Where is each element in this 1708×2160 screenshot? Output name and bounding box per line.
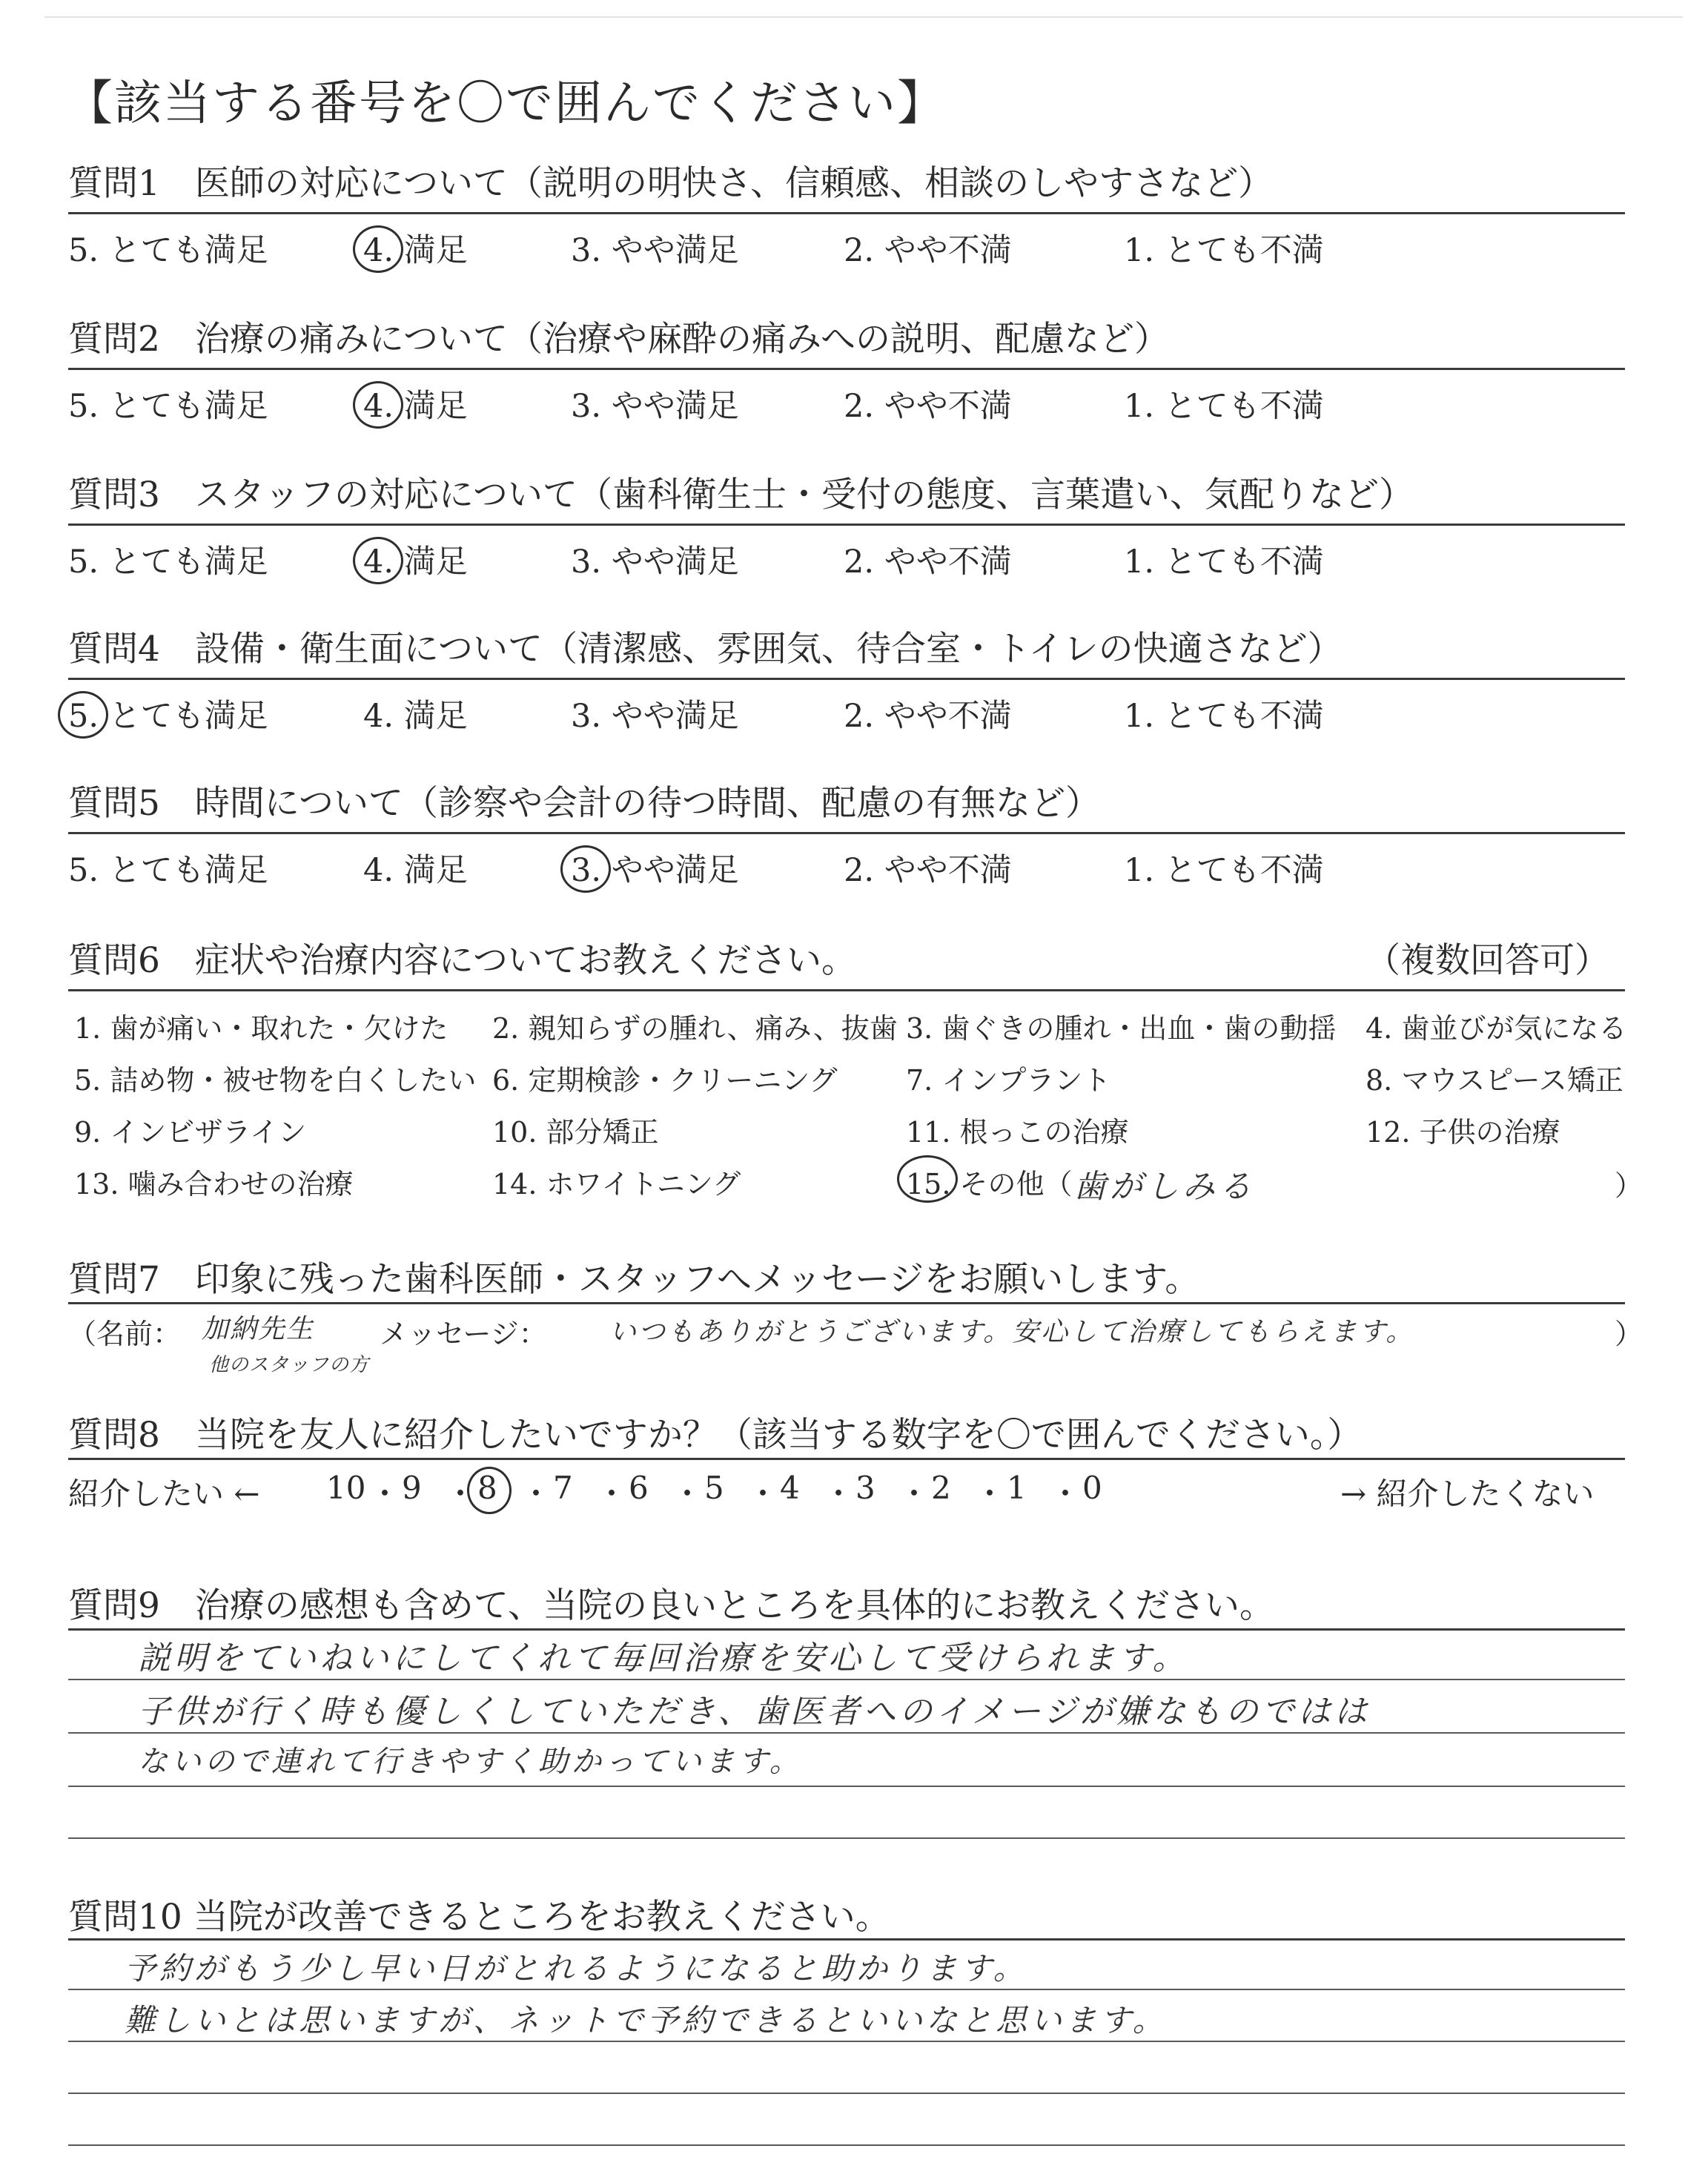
q8-scale-2[interactable]: 2 <box>931 1470 951 1506</box>
q4-rule <box>68 678 1625 680</box>
q5-title: 質問5 時間について（診察や会計の待つ時間、配慮の有無など） <box>68 783 1100 824</box>
q6-title: 質問6 症状や治療内容についてお教えください。 <box>68 940 856 981</box>
q8-rule <box>68 1458 1625 1460</box>
q1-option-5[interactable]: 5. とても満足 <box>68 232 268 269</box>
q2-selection-circle <box>353 381 403 429</box>
q8-separator-dot: ・ <box>974 1476 1006 1512</box>
q4-selection-circle <box>58 691 108 739</box>
q6-item-2[interactable]: 2. 親知らずの腫れ、痛み、抜歯 <box>492 1012 898 1045</box>
q6-item-5[interactable]: 5. 詰め物・被せ物を白くしたい <box>74 1064 477 1097</box>
q8-separator-dot: ・ <box>445 1476 477 1512</box>
q5-option-4[interactable]: 4. 満足 <box>363 852 468 889</box>
q1-title: 質問1 医師の対応について（説明の明快さ、信頼感、相談のしやすさなど） <box>68 163 1274 204</box>
q1-option-1[interactable]: 1. とても不満 <box>1124 232 1324 269</box>
q2-option-2[interactable]: 2. やや不満 <box>844 388 1012 425</box>
q8-separator-dot: ・ <box>823 1476 855 1512</box>
q8-scale-5[interactable]: 5 <box>704 1470 724 1506</box>
q4-option-5[interactable]: 5. とても満足 <box>68 698 268 735</box>
q7-message-label: メッセージ： <box>380 1318 547 1350</box>
q4-title: 質問4 設備・衛生面について（清潔感、雰囲気、待合室・トイレの快適さなど） <box>68 629 1343 670</box>
q1-rule <box>68 212 1625 214</box>
q8-scale-7[interactable]: 7 <box>553 1470 573 1506</box>
q5-option-3[interactable]: 3. やや満足 <box>571 852 739 889</box>
q6-item-9[interactable]: 9. インビザライン <box>74 1116 307 1149</box>
q6-selection-circle <box>897 1155 958 1203</box>
q8-separator-dot: ・ <box>898 1476 930 1512</box>
q6-item-3[interactable]: 3. 歯ぐきの腫れ・出血・歯の動揺 <box>906 1012 1337 1045</box>
q8-separator-dot: ・ <box>672 1476 704 1512</box>
q3-option-4[interactable]: 4. 満足 <box>363 544 468 581</box>
q4-option-2[interactable]: 2. やや不満 <box>844 698 1012 735</box>
q7-name-value: 加納先生 <box>202 1314 315 1344</box>
q8-separator-dot: ・ <box>369 1476 401 1512</box>
q9-line-1 <box>68 1679 1625 1680</box>
q3-selection-circle <box>353 537 403 584</box>
q4-option-1[interactable]: 1. とても不満 <box>1124 698 1324 735</box>
q6-item-13[interactable]: 13. 噛み合わせの治療 <box>74 1168 354 1200</box>
q6-item-7[interactable]: 7. インプラント <box>906 1064 1111 1097</box>
q8-selection-circle <box>467 1467 512 1514</box>
q7-close-paren: ） <box>1615 1318 1644 1350</box>
q6-item-6[interactable]: 6. 定期検診・クリーニング <box>492 1064 838 1097</box>
q1-option-2[interactable]: 2. やや不満 <box>844 232 1012 269</box>
q6-item-4[interactable]: 4. 歯並びが気になる <box>1366 1012 1627 1045</box>
q9-answer-line-1: 説明をていねいにしてくれて毎回治療を安心して受けられます。 <box>138 1639 1189 1677</box>
q3-option-5[interactable]: 5. とても満足 <box>68 544 268 581</box>
q10-answer-line-1: 予約がもう少し早い日がとれるようになると助かります。 <box>125 1950 1028 1986</box>
q7-name-value2: 他のスタッフの方 <box>209 1354 370 1376</box>
q6-item-1[interactable]: 1. 歯が痛い・取れた・欠けた <box>74 1012 448 1045</box>
q9-line-4 <box>68 1837 1625 1839</box>
q3-title: 質問3 スタッフの対応について（歯科衛生士・受付の態度、言葉遣い、気配りなど） <box>68 475 1414 515</box>
q1-option-3[interactable]: 3. やや満足 <box>571 232 739 269</box>
q2-title: 質問2 治療の痛みについて（治療や麻酔の痛みへの説明、配慮など） <box>68 319 1170 360</box>
q8-right-label: → 紹介したくない <box>1340 1476 1595 1512</box>
q5-option-1[interactable]: 1. とても不満 <box>1124 852 1324 889</box>
q7-title: 質問7 印象に残った歯科医師・スタッフへメッセージをお願いします。 <box>68 1259 1200 1300</box>
q6-item-10[interactable]: 10. 部分矯正 <box>492 1116 659 1149</box>
q6-item-8[interactable]: 8. マウスピース矯正 <box>1366 1064 1623 1097</box>
q6-item-12[interactable]: 12. 子供の治療 <box>1366 1116 1560 1149</box>
q2-option-1[interactable]: 1. とても不満 <box>1124 388 1324 425</box>
q10-line-1 <box>68 1989 1625 1990</box>
q8-scale-10[interactable]: 10 <box>326 1470 366 1506</box>
q5-rule <box>68 832 1625 834</box>
q2-option-4[interactable]: 4. 満足 <box>363 388 468 425</box>
q10-line-3 <box>68 2093 1625 2094</box>
top-border <box>44 16 1683 18</box>
q6-other-answer: 歯がしみる <box>1073 1168 1255 1206</box>
q8-scale-6[interactable]: 6 <box>629 1470 649 1506</box>
q2-option-3[interactable]: 3. やや満足 <box>571 388 739 425</box>
q5-selection-circle <box>560 845 611 893</box>
q9-answer-line-3: ないので連れて行きやすく助かっています。 <box>138 1745 803 1779</box>
q8-separator-dot: ・ <box>520 1476 552 1512</box>
q7-name-label: （名前： <box>68 1318 182 1350</box>
q9-line-2 <box>68 1732 1625 1734</box>
q8-separator-dot: ・ <box>747 1476 779 1512</box>
q6-rule <box>68 989 1625 991</box>
q8-title: 質問8 当院を友人に紹介したいですか？（該当する数字を〇で囲んでください。） <box>68 1415 1363 1456</box>
q8-scale-9[interactable]: 9 <box>402 1470 422 1506</box>
q2-rule <box>68 368 1625 370</box>
q8-separator-dot: ・ <box>596 1476 628 1512</box>
q2-option-5[interactable]: 5. とても満足 <box>68 388 268 425</box>
q9-rule <box>68 1628 1625 1631</box>
q5-option-2[interactable]: 2. やや不満 <box>844 852 1012 889</box>
q10-answer-line-2: 難しいとは思いますが、ネットで予約できるといいなと思います。 <box>125 2002 1168 2038</box>
q8-left-label: 紹介したい ← <box>68 1476 260 1512</box>
q10-line-2 <box>68 2041 1625 2042</box>
q6-item-15[interactable]: 15. その他（ <box>906 1168 1073 1200</box>
q4-option-4[interactable]: 4. 満足 <box>363 698 468 735</box>
q8-scale-8[interactable]: 8 <box>477 1470 497 1506</box>
q1-selection-circle <box>353 225 403 273</box>
q9-title: 質問9 治療の感想も含めて、当院の良いところを具体的にお教えください。 <box>68 1585 1274 1626</box>
q10-line-4 <box>68 2144 1625 2146</box>
q5-option-5[interactable]: 5. とても満足 <box>68 852 268 889</box>
q3-option-1[interactable]: 1. とても不満 <box>1124 544 1324 581</box>
q8-separator-dot: ・ <box>1050 1476 1082 1512</box>
q6-note: （複数回答可） <box>1366 940 1609 981</box>
q7-rule <box>68 1302 1625 1304</box>
q3-rule <box>68 524 1625 526</box>
q6-close-paren: ） <box>1615 1169 1644 1202</box>
q10-rule <box>68 1938 1625 1941</box>
q4-option-3[interactable]: 3. やや満足 <box>571 698 739 735</box>
q3-option-3[interactable]: 3. やや満足 <box>571 544 739 581</box>
q7-message-value: いつもありがとうございます。安心して治療してもらえます。 <box>609 1317 1415 1347</box>
q10-title: 質問10 当院が改善できるところをお教えください。 <box>68 1897 890 1938</box>
q8-scale-4[interactable]: 4 <box>780 1470 800 1506</box>
q6-item-14[interactable]: 14. ホワイトニング <box>492 1168 741 1200</box>
q3-option-2[interactable]: 2. やや不満 <box>844 544 1012 581</box>
q8-scale-0[interactable]: 0 <box>1082 1470 1102 1506</box>
q8-scale-1[interactable]: 1 <box>1007 1470 1027 1506</box>
q1-option-4[interactable]: 4. 満足 <box>363 232 468 269</box>
q9-line-3 <box>68 1786 1625 1787</box>
q8-scale-3[interactable]: 3 <box>855 1470 875 1506</box>
q9-answer-line-2: 子供が行く時も優しくしていただき、歯医者へのイメージが嫌なものではは <box>138 1693 1371 1731</box>
q6-item-11[interactable]: 11. 根っこの治療 <box>906 1116 1129 1149</box>
page-header: 【該当する番号を〇で囲んでください】 <box>65 76 946 131</box>
